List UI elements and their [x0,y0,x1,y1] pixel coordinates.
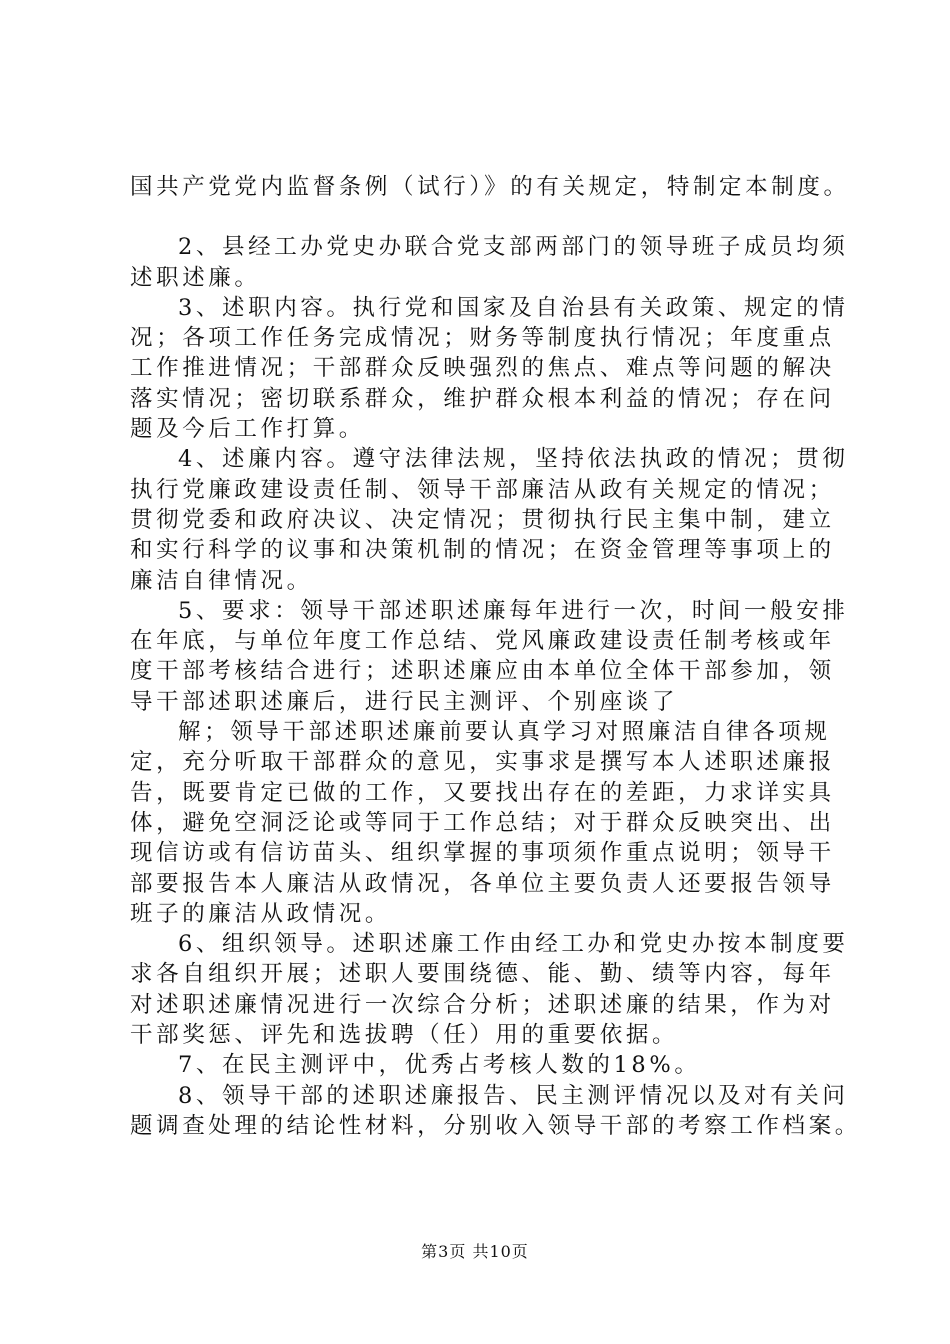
text-line: 工作推进情况；干部群众反映强烈的焦点、难点等问题的解决 [130,355,835,382]
text-line: 现信访或有信访苗头、组织掌握的事项须作重点说明；领导干 [130,840,835,867]
text-line: 度干部考核结合进行；述职述廉应由本单位全体干部参加，领 [130,658,835,685]
text-line: 求各自组织开展；述职人要围绕德、能、勤、绩等内容，每年 [130,961,835,988]
text-line: 国共产党党内监督条例（试行）》的有关规定，特制定本制度。 [130,174,850,200]
text-line: 题调查处理的结论性材料，分别收入领导干部的考察工作档案。 [130,1112,861,1139]
text-line: 7、在民主测评中，优秀占考核人数的18%。 [178,1052,701,1079]
text-line: 3、述职内容。执行党和国家及自治县有关政策、规定的情 [178,294,849,321]
text-line: 解；领导干部述职述廉前要认真学习对照廉洁自律各项规 [178,719,831,746]
text-line: 执行党廉政建设责任制、领导干部廉洁从政有关规定的情况； [130,476,835,503]
text-line: 题及今后工作打算。 [130,416,365,443]
text-line: 6、组织领导。述职述廉工作由经工办和党史办按本制度要 [178,931,849,958]
page-number-footer: 第3页 共10页 [421,1242,529,1261]
text-line: 4、述廉内容。遵守法律法规，坚持依法执政的情况；贯彻 [178,446,849,473]
text-line: 对述职述廉情况进行一次综合分析；述职述廉的结果，作为对 [130,991,835,1018]
text-line: 部要报告本人廉洁从政情况，各单位主要负责人还要报告领导 [130,870,835,897]
text-line: 8、领导干部的述职述廉报告、民主测评情况以及对有关问 [178,1082,849,1109]
text-line: 体，避免空洞泛论或等同于工作总结；对于群众反映突出、出 [130,809,835,836]
text-line: 廉洁自律情况。 [130,567,313,594]
text-line: 2、县经工办党史办联合党支部两部门的领导班子成员均须 [178,234,849,261]
paragraph-gap [130,202,830,232]
text-line: 况；各项工作任务完成情况；财务等制度执行情况；年度重点 [130,325,835,352]
text-line: 定，充分听取干部群众的意见，实事求是撰写本人述职述廉报 [130,749,835,776]
text-line: 告，既要肯定已做的工作，又要找出存在的差距，力求详实具 [130,779,835,806]
text-line: 班子的廉洁从政情况。 [130,900,392,927]
text-line: 5、要求：领导干部述职述廉每年进行一次，时间一般安排 [178,597,849,624]
text-line: 贯彻党委和政府决议、决定情况；贯彻执行民主集中制，建立 [130,506,835,533]
text-line: 和实行科学的议事和决策机制的情况；在资金管理等事项上的 [130,537,835,564]
text-line: 干部奖惩、评先和选拔聘（任）用的重要依据。 [130,1022,679,1049]
document-body [130,172,861,1141]
text-line: 述职述廉。 [130,264,261,291]
text-line: 导干部述职述廉后，进行民主测评、个别座谈了 [130,688,679,715]
text-line: 在年底，与单位年度工作总结、党风廉政建设责任制考核或年 [130,628,835,655]
text-line: 落实情况；密切联系群众，维护群众根本利益的情况；存在问 [130,385,835,412]
